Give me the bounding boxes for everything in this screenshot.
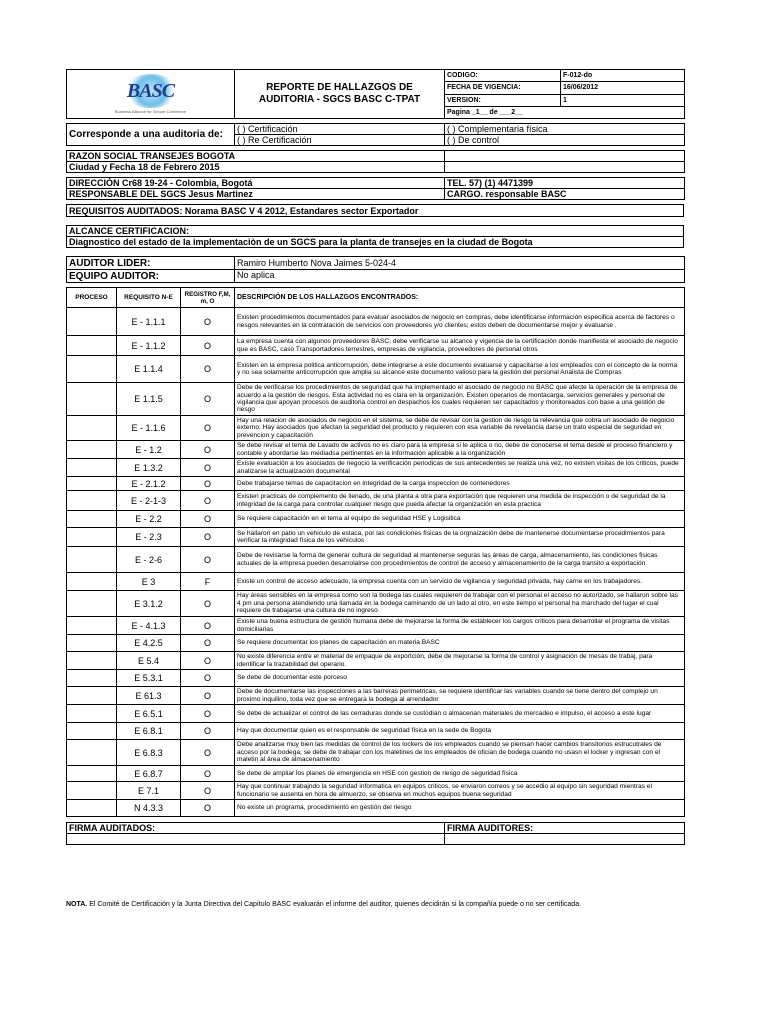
firma-auditados-space[interactable] [67,834,445,845]
finding-requisito: E 1.3.2 [117,459,181,477]
requisitos-auditados: REQUISITOS AUDITADOS: Norama BASC V 4 2012, Estandares sector Exportador [67,205,684,217]
equipo-auditor-value: No aplica [235,270,685,283]
finding-registro: O [181,547,235,573]
finding-row [67,477,685,491]
finding-proceso [67,635,117,652]
finding-proceso [67,416,117,441]
finding-row [67,740,685,766]
finding-proceso [67,336,117,356]
alcance-label: ALCANCE CERTIFICACION: [67,226,684,237]
finding-row [67,782,685,800]
finding-requisito: E 5.4 [117,652,181,670]
finding-requisito: E - 1.2 [117,441,181,459]
finding-registro: O [181,652,235,670]
finding-row [67,573,685,591]
finding-proceso [67,528,117,547]
finding-row [67,670,685,687]
audit-type-label: Corresponde a una auditoria de: [67,124,235,146]
contact-table [66,177,685,200]
finding-registro: O [181,383,235,416]
finding-proceso [67,800,117,817]
cargo: CARGO. responsable BASC [445,189,685,200]
finding-proceso [67,441,117,459]
finding-row [67,800,685,817]
finding-requisito: E - 1.1.2 [117,336,181,356]
auditor-lider-label: AUDITOR LIDER: [67,257,235,270]
finding-proceso [67,782,117,800]
telefono: TEL. 57) (1) 4471399 [445,178,685,189]
version-label: VERSION: [445,94,561,106]
finding-requisito: E 1.1.5 [117,383,181,416]
firma-auditores-label: FIRMA AUDITORES: [445,823,685,834]
finding-registro: O [181,591,235,617]
codigo-label: CODIGO: [445,70,561,82]
finding-registro: O [181,356,235,383]
finding-descripcion: Debe trabajarse temas de capacitacion en integridad de la carga inspeccion de contenedores [235,477,685,491]
finding-descripcion: Se requiere capacitación en el tema al equipo de seguridad HSE y Logisitica [235,511,685,528]
firma-auditados-label: FIRMA AUDITADOS: [67,823,445,834]
finding-row [67,459,685,477]
audit-type-table [66,123,685,146]
finding-proceso [67,459,117,477]
finding-descripcion: Se debe de ampliar los planes de emergencia en HSE con gestion de riesgo de seguridad física [235,766,685,782]
finding-proceso [67,383,117,416]
finding-row [67,416,685,441]
col-requisito: REQUISITO N-E [117,288,181,308]
firma-auditores-space[interactable] [445,834,685,845]
finding-descripcion: Existen practicas de complemento de llenado, de una planta a otra para exportación que requieren una medida de inspección o de seguridad de la integridad de la carga para controlar cualquier riesgo que pueda afectar la organización en esta practica [235,491,685,511]
finding-descripcion: Existen en la empresa politica anticorrupción, debe integrarse a este documento evaluarse y capacitarse a los empleados con el concepto de la norma y no sea solamente anticorrupción que amplia su alcance este documento valioso para la gestión del personal Analista de Compras [235,356,685,383]
finding-requisito: E - 1.1.1 [117,308,181,336]
nota-label: NOTA. [66,901,88,908]
basc-logo [69,70,232,118]
direccion: DIRECCIÓN Cr68 19-24 - Colombia, Bogotá [67,178,445,189]
finding-proceso [67,670,117,687]
finding-descripcion: Existe una buena estructura de gestión humana debe de mejorarse la forma de establecer los cargos criticos para desarrollar el programa de visitas domiciliarias [235,617,685,635]
finding-row [67,383,685,416]
finding-row [67,617,685,635]
finding-row [67,723,685,740]
finding-proceso [67,356,117,383]
finding-requisito: E 7.1 [117,782,181,800]
company-table [66,150,685,173]
finding-proceso [67,705,117,723]
finding-requisito: N 4.3.3 [117,800,181,817]
certificacion-option[interactable]: ( ) Certificación [235,124,445,135]
report-title: REPORTE DE HALLAZGOS DE AUDITORIA - SGCS BASC C-TPAT [235,70,445,119]
finding-descripcion: Hay que documentar quien es el responsable de seguridad física en la sede de Bogota [235,723,685,740]
finding-descripcion: Hay que continuar trabajndo la seguridad informatica en equipos criticos, se enviaron correos y se accedio al equipo sin seguridad mientras el funcionario se ausenta en hora de almuerzo, se observa en muchos equipos buena seguridad [235,782,685,800]
finding-registro: O [181,336,235,356]
finding-row [67,308,685,336]
finding-descripcion: Se hallaron en patio un vehiculo de estaca, por las condiciones físicas de la orgnaización debe de mantenerse documentarse procedimientos para verificar la integridad física de los vehículos [235,528,685,547]
codigo-value: F-012-do [561,70,685,82]
finding-descripcion: Existe evaluación a los asociados de negocio la verificación periodicas de sus antecedentes se realiza una vez, no existen visitas de los criticos, puede analizarse la actualización documental [235,459,685,477]
findings-body [67,308,685,817]
finding-requisito: E - 2-1-3 [117,491,181,511]
finding-requisito: E 4.2.5 [117,635,181,652]
finding-row [67,652,685,670]
finding-descripcion: Se debe de actualizar el control de las cerraduras donde se custodian o almacenan materiales de mercadeo e impulso, el acceso a este lugar [235,705,685,723]
complementaria-option[interactable]: ( ) Complementaria física [445,124,685,135]
auditor-table [66,256,685,283]
finding-registro: O [181,441,235,459]
finding-requisito: E 6.8.3 [117,740,181,766]
finding-proceso [67,477,117,491]
finding-registro: O [181,416,235,441]
finding-requisito: E - 4.1.3 [117,617,181,635]
finding-proceso [67,687,117,705]
razon-social: RAZON SOCIAL TRANSEJES BOGOTA [67,151,445,162]
auditor-lider-value: Ramiro Humberto Nova Jaimes 5-024-4 [235,257,685,270]
finding-registro: O [181,670,235,687]
finding-requisito: E 5.3.1 [117,670,181,687]
fecha-label: FECHA DE VIGENCIA: [445,82,561,94]
finding-descripcion: La empresa cuenta con algunos proveedores BASC, debe verificarse su alcance y vigencia de la certificación donde manifiesta el asociado de negocio que es BASC, caso Transportadores terrestres, empresas de vigilancia, proveedores de personal otros [235,336,685,356]
logo-subtitle: Business Alliance for Secure Commerce [114,109,187,114]
finding-row [67,511,685,528]
finding-proceso [67,652,117,670]
finding-requisito: E - 2.3 [117,528,181,547]
finding-descripcion: Debe de revisarse la forma de generar cultura de seguridad al mantenerse seguras las áreas de carga, almacenamiento, las condiciones fisicas actuales de la empresa pueden desarrolalrse con procedimientos de control de acceso y almacenamiento de la carga transito a exportación [235,547,685,573]
pagina: Pagina _1__ de ___2__ [445,106,685,118]
finding-descripcion: Debe de verificarse los procedimientos de seguridad que ha implementado el asociado de negocio no BASC que afecte la operación de la empresa de acuerdo a la gestión de riesgos. Esta actividad no es clara en la organización. Existen operarios de montacarga, servicios generales y personal de vigilancia que apoyan procesos de auditoria control en despachos los cuales requieren ser capacitados y monitoreados con base a una gestión de riesgo [235,383,685,416]
finding-requisito: E - 2.1.2 [117,477,181,491]
finding-row [67,356,685,383]
finding-registro: O [181,782,235,800]
finding-registro: O [181,723,235,740]
finding-requisito: E - 1.1.6 [117,416,181,441]
finding-descripcion: No existe diferencia entre el material de empaque de exportciòn, debe de mejorarse la forma de control y asignación de mesas de trabaj, para identificar la trazabilidad del operario. [235,652,685,670]
equipo-auditor-label: EQUIPO AUDITOR: [67,270,235,283]
col-registro: REGISTRO F,M, m, O [181,288,235,308]
col-proceso: PROCESO [67,288,117,308]
finding-registro: O [181,477,235,491]
finding-row [67,687,685,705]
finding-requisito: E 6.8.7 [117,766,181,782]
finding-requisito: E - 2.2 [117,511,181,528]
finding-row [67,528,685,547]
responsable: RESPONSABLE DEL SGCS Jesus Martinez [67,189,445,200]
finding-requisito: E 6.8.1 [117,723,181,740]
col-descripcion: DESCRIPCIÓN DE LOS HALLAZGOS ENCONTRADOS: [235,288,685,308]
finding-registro: O [181,635,235,652]
finding-requisito: E - 2-6 [117,547,181,573]
finding-registro: O [181,766,235,782]
finding-proceso [67,740,117,766]
header-table [66,69,685,119]
finding-registro: O [181,687,235,705]
finding-registro: O [181,511,235,528]
finding-row [67,705,685,723]
finding-descripcion: Hay una relacion de asociados de negocio en el sistema, se debe de revisar con la gestion de riesgo la relevancia que cobra un asociado de negoicio externo: Hay asociados que afectan la seguridad del producto y requieren con esa variable de revelancia darse un trato especial de seguridad en prevencion y capacitación [235,416,685,441]
finding-requisito: E 6.5.1 [117,705,181,723]
findings-table [66,287,685,817]
finding-row [67,491,685,511]
finding-descripcion: Existen procedimientos documentados para evaluar asociados de negocio en compras, debe identificarse información especifica acerca de factores o riesgos relevantes en la contratación de servicios con proveedores y/o clientes; estos deben de documentarse mejor y evaluarse . [235,308,685,336]
nota [66,901,581,908]
finding-requisito: E 3.1.2 [117,591,181,617]
finding-descripcion: Hay áreas sensibles en la empresa como son la bodega las cuales requieren de trabajar con el personal el acceso no autorizado, se hallaron sobre las 4 pm una persona atendiendo una llamada en la bodega caminando de un lado al otro, en este tiempo el personal ha marchado del lugar el cual requiere de trabajarse una cultura de no ingreso [235,591,685,617]
finding-descripcion: Existe un control de acceso adecuado, la empresa cuenta con un servicio de vigilancia y seguridad privada, hay carne en los trabajadores. [235,573,685,591]
finding-row [67,336,685,356]
finding-registro: O [181,308,235,336]
finding-registro: O [181,617,235,635]
finding-row [67,441,685,459]
finding-requisito: E 61.3 [117,687,181,705]
finding-descripcion: No existe un programa, procedimiento en gestión del riesgo [235,800,685,817]
version-value: 1 [561,94,685,106]
finding-registro: O [181,459,235,477]
finding-proceso [67,491,117,511]
finding-proceso [67,547,117,573]
logo-cell [67,70,235,119]
firmas-table [66,822,685,845]
finding-row [67,635,685,652]
finding-proceso [67,511,117,528]
finding-registro: O [181,800,235,817]
re-certificacion-option[interactable]: ( ) Re Certificación [235,135,445,146]
finding-requisito: E 1.1.4 [117,356,181,383]
finding-descripcion: Se debe revisar el tema de Lavado de activos no es claro para la empresa si le aplica o no, debe de conocerse el tema desde el proceso financiero y contable y abordarse las mediadsa pertinentes en la información aplicable a la organización [235,441,685,459]
logo-text: BASC [126,79,175,102]
finding-descripcion: Debe analizarse muy bien las medidas de control de los lockers de los empleados cuando se piensan hacer cambios transitorios estrucutrales de acceso por la bodega, se debe de trabajar con los maletines de los empleados de ofician de bodega cuando no usasn el locker y ingresan con el maletin al área de almacenamiento [235,740,685,766]
audit-report-form [66,69,684,845]
finding-row [67,547,685,573]
finding-requisito: E 3 [117,573,181,591]
finding-registro: O [181,705,235,723]
finding-proceso [67,573,117,591]
finding-proceso [67,591,117,617]
finding-descripcion: Se requiere documentar los planes de capacitación en materia BASC [235,635,685,652]
alcance-value: Diagnostico del estado de la implementaciòn de un SGCS para la planta de transejes en la ciudad de Bogota [67,237,684,248]
de-control-option[interactable]: ( ) De control [445,135,685,146]
nota-text: El Comité de Certificación y la Junta Directiva del Capítulo BASC evaluarán el informe del auditor, quienes decidirán si la compañía puede o no ser certificada. [87,901,582,908]
alcance-table [66,225,684,248]
finding-row [67,766,685,782]
finding-descripcion: Se debe de documentar este porceso [235,670,685,687]
fecha-value: 16/06/2012 [561,82,685,94]
finding-registro: O [181,528,235,547]
finding-registro: O [181,491,235,511]
ciudad-fecha: Ciudad y Fecha 18 de Febrero 2015 [67,162,445,173]
finding-proceso [67,617,117,635]
finding-registro: O [181,740,235,766]
finding-proceso [67,723,117,740]
finding-proceso [67,766,117,782]
finding-row [67,591,685,617]
finding-proceso [67,308,117,336]
requisitos-table [66,204,684,217]
finding-registro: F [181,573,235,591]
finding-descripcion: Debe de documentarse las inspecciones a las barreras perimetricas, se requiere identificar las variables cuando se tiene dentro del complejo un proximo inquilino, toda vez que se entregara la bodega al arrendador [235,687,685,705]
